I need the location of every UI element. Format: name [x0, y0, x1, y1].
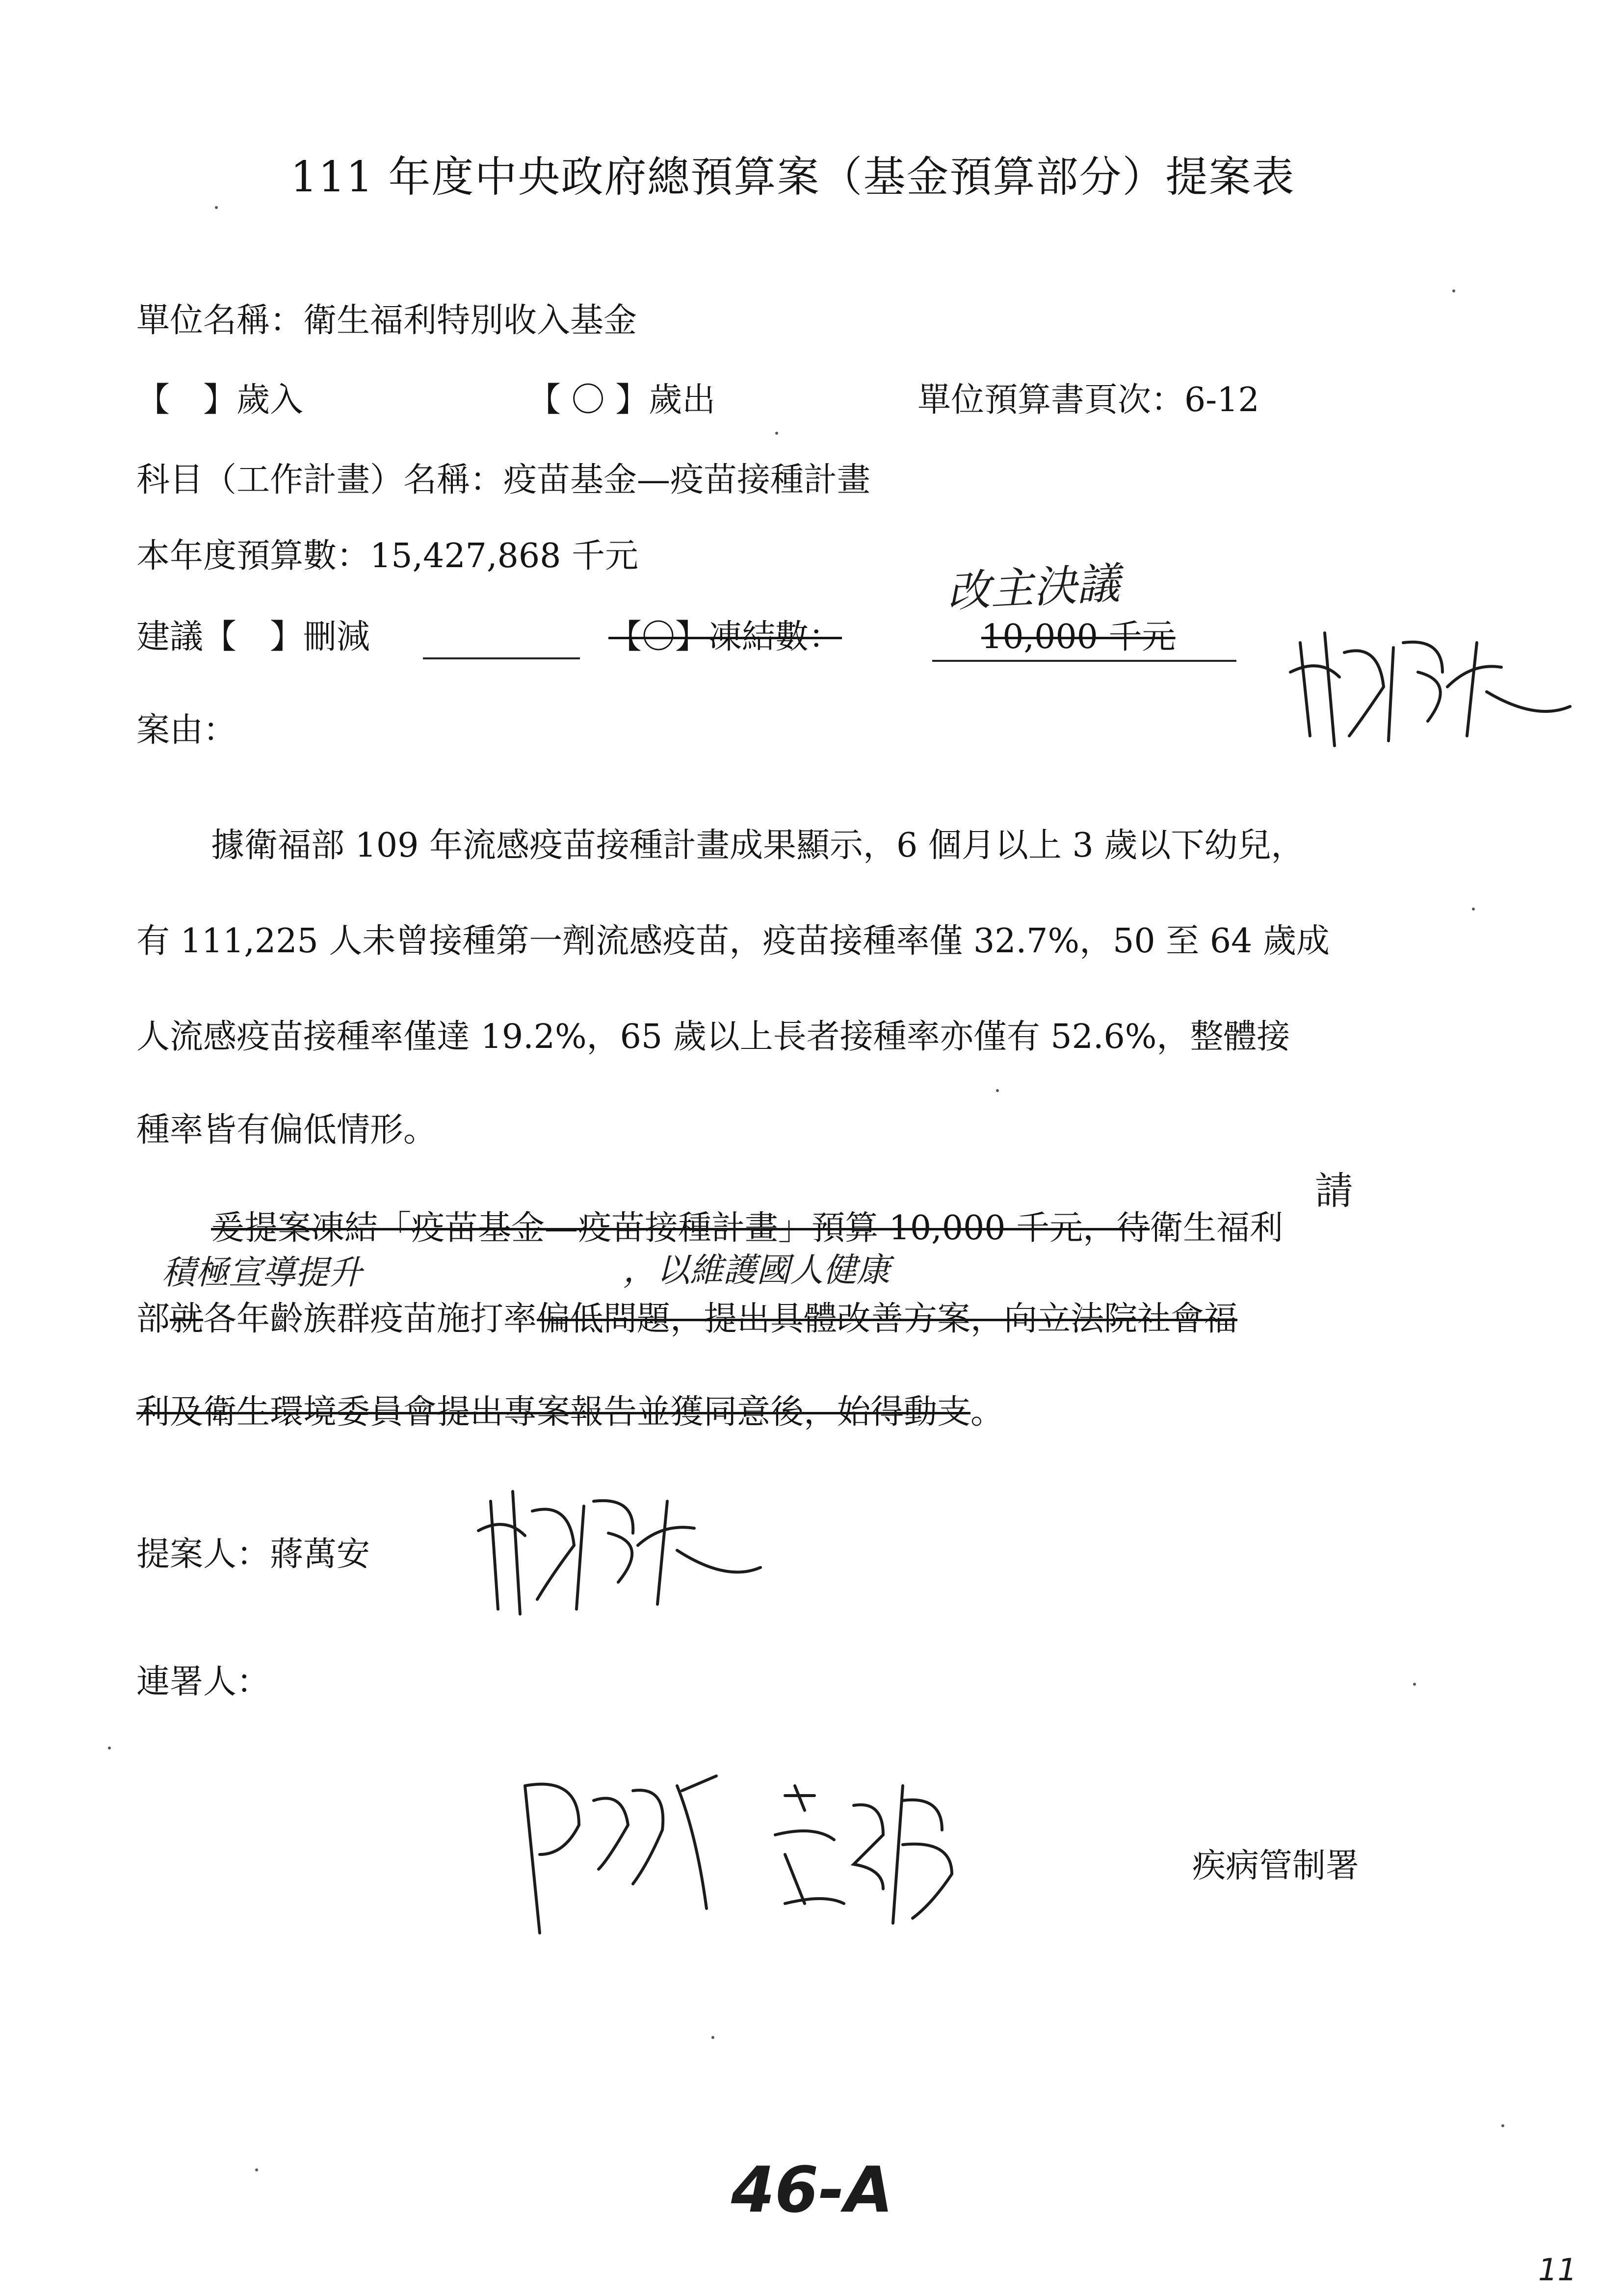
page-mark: 46-A — [731, 2154, 893, 2227]
agency-name: 疾病管制署 — [1192, 1847, 1360, 1885]
scan-speck — [1472, 908, 1475, 911]
proposer-name: 蔣萬安 — [270, 1535, 370, 1574]
freeze-underline — [932, 660, 1236, 662]
struck-line-3: 利及衛生環境委員會提出專案報告並獲同意後，始得動支 — [136, 1393, 971, 1432]
proposer-signature — [466, 1477, 770, 1624]
struck-line-2: 偏低問題，提出具體改善方案，向立法院社會福 — [537, 1300, 1238, 1338]
scan-speck — [1501, 2124, 1504, 2127]
struck-jiu: 就 — [170, 1300, 204, 1338]
proposal-prefix: 建議【 】刪減 — [136, 618, 370, 656]
budget-label: 本年度預算數： — [136, 537, 370, 575]
scan-speck — [108, 1747, 111, 1749]
freeze-label: 【〇】凍結數： — [608, 618, 842, 656]
resolution-line-2 — [136, 1300, 1238, 1338]
page-ref-label: 單位預算書頁次： — [917, 381, 1185, 419]
page-ref-row — [917, 381, 1259, 419]
cosigner-label: 連署人： — [136, 1663, 270, 1701]
unit-label: 單位名稱： — [136, 301, 304, 340]
resolution-line-3-end: 。 — [970, 1393, 1004, 1432]
insert-please: 請 — [1315, 1169, 1354, 1213]
scan-speck — [711, 2036, 714, 2039]
cut-blank-underline — [423, 657, 580, 659]
struck-freeze-sentence: 爰提案凍結「疫苗基金—疫苗接種計畫」預算 10,000 千元，待 — [211, 1209, 1150, 1248]
reason-label: 案由： — [136, 711, 237, 750]
cosigner-signature — [510, 1756, 1099, 1962]
budget-value: 15,427,868 千元 — [370, 537, 638, 575]
unit-row — [136, 301, 637, 340]
insert-protect-health: ，以維護國人健康 — [623, 1251, 891, 1290]
page-ref-value: 6-12 — [1184, 381, 1259, 419]
resolution-line-1-end: 衛生福利 — [1150, 1209, 1283, 1248]
proposer-row — [136, 1535, 370, 1574]
reason-line-1: 據衛福部 109 年流感疫苗接種計畫成果顯示，6 個月以上 3 歲以下幼兒， — [211, 826, 1305, 865]
freeze-value: 10,000 千元 — [981, 618, 1176, 656]
reason-line-4: 種率皆有偏低情形。 — [136, 1111, 437, 1149]
revision-note: 改主決議 — [945, 557, 1121, 618]
expense-checkbox-label: 【 〇 】歲出 — [527, 381, 716, 419]
resolution-line-2-mid: 各年齡族群疫苗施打率 — [203, 1300, 537, 1338]
unit-value: 衛生福利特別收入基金 — [303, 301, 637, 340]
insert-active-promotion: 積極宣導提升 — [162, 1253, 363, 1292]
subject-label: 科目（工作計畫）名稱： — [136, 461, 504, 499]
scan-speck — [996, 1089, 999, 1092]
subject-row — [136, 461, 871, 499]
revenue-checkbox-label: 【 】歲入 — [136, 381, 304, 419]
proposer-signature-top — [1276, 613, 1580, 760]
page-title: 111 年度中央政府總預算案（基金預算部分）提案表 — [290, 153, 1295, 202]
scan-speck — [775, 432, 778, 435]
scan-speck — [215, 206, 218, 209]
scan-speck — [255, 2168, 258, 2171]
budget-row — [136, 537, 638, 575]
resolution-line-3 — [136, 1393, 1004, 1432]
scan-speck — [1452, 289, 1455, 292]
resolution-line-1 — [211, 1209, 1283, 1248]
resolution-line-2-start: 部 — [136, 1300, 170, 1338]
corner-mark: 11 — [1538, 2252, 1577, 2288]
reason-line-2: 有 111,225 人未曾接種第一劑流感疫苗，疫苗接種率僅 32.7%，50 至 64 歲成 — [136, 922, 1330, 961]
reason-line-3: 人流感疫苗接種率僅達 19.2%，65 歲以上長者接種率亦僅有 52.6%，整體接 — [136, 1018, 1290, 1056]
subject-value: 疫苗基金—疫苗接種計畫 — [503, 461, 871, 499]
proposer-label: 提案人： — [136, 1535, 270, 1574]
scan-speck — [1413, 1683, 1416, 1686]
